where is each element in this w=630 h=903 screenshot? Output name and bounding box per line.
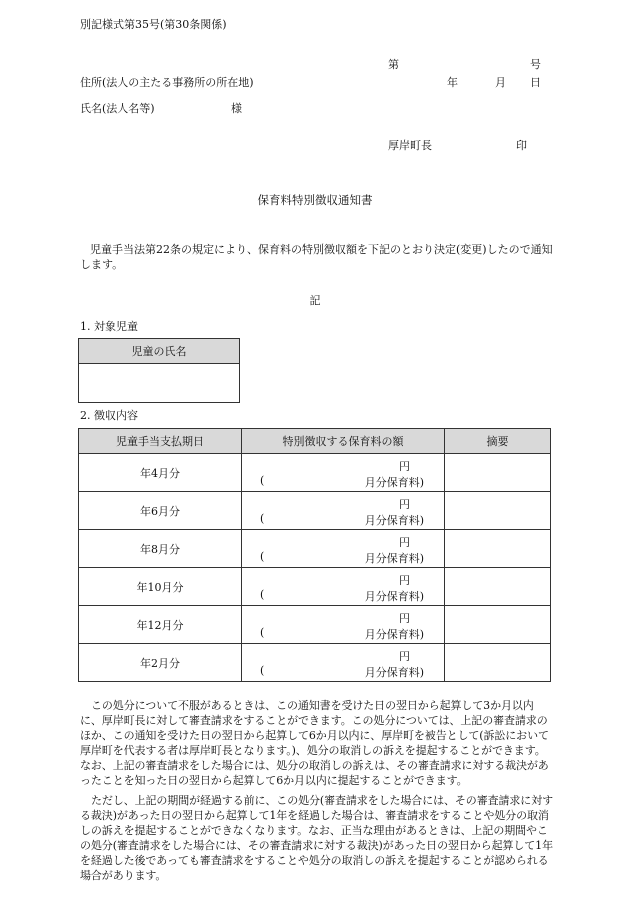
period-cell: 年10月分: [79, 568, 242, 606]
month-fee-label: 月分保育料): [364, 552, 424, 565]
amount-cell[interactable]: [242, 644, 445, 682]
amount-cell[interactable]: [242, 606, 445, 644]
yen-unit: 円: [399, 536, 410, 549]
date-year: 年: [447, 76, 458, 89]
honorific: 様: [231, 102, 242, 115]
note-cell[interactable]: [445, 492, 551, 530]
period-cell: 年6月分: [79, 492, 242, 530]
date-day: 日: [530, 76, 541, 89]
month-fee-label: 月分保育料): [364, 628, 424, 641]
month-fee-label: 月分保育料): [364, 590, 424, 603]
note-cell[interactable]: [445, 568, 551, 606]
section2-heading: 2. 徴収内容: [80, 409, 138, 422]
amount-cell[interactable]: [242, 568, 445, 606]
date-month: 月: [495, 76, 506, 89]
collection-table: [78, 428, 551, 682]
seal-mark: 印: [516, 139, 527, 152]
table-row: [79, 530, 551, 568]
left-paren: (: [260, 626, 265, 639]
yen-unit: 円: [399, 612, 410, 625]
child-name-cell[interactable]: [79, 364, 240, 403]
child-table: [78, 338, 240, 403]
left-paren: (: [260, 664, 265, 677]
yen-unit: 円: [399, 650, 410, 663]
left-paren: (: [260, 588, 265, 601]
period-cell: 年4月分: [79, 454, 242, 492]
child-name-header: 児童の氏名: [79, 339, 240, 364]
table-row: [79, 492, 551, 530]
issuer: 厚岸町長: [388, 139, 432, 152]
yen-unit: 円: [399, 498, 410, 511]
yen-unit: 円: [399, 460, 410, 473]
address-label: 住所(法人の主たる事務所の所在地): [80, 76, 254, 89]
intro-text: 児童手当法第22条の規定により、保育料の特別徴収額を下記のとおり決定(変更)したので通知します。: [80, 243, 553, 271]
form-id: 別記様式第35号(第30条関係): [80, 18, 227, 31]
ki-mark: 記: [309, 294, 321, 307]
name-label: 氏名(法人名等): [80, 102, 155, 115]
yen-unit: 円: [399, 574, 410, 587]
section1-heading: 1. 対象児童: [80, 320, 138, 333]
note-cell[interactable]: [445, 606, 551, 644]
note-header: 摘要: [445, 429, 551, 454]
number-suffix: 号: [530, 58, 541, 71]
document-title: 保育料特別徴収通知書: [257, 193, 373, 207]
period-cell: 年8月分: [79, 530, 242, 568]
month-fee-label: 月分保育料): [364, 514, 424, 527]
notice-paragraph-1: この処分について不服があるときは、この通知書を受けた日の翌日から起算して3か月以内に、厚岸町長に対して審査請求をすることができます。この処分については、上記の審査請求のほか、この通知を受けた日の翌日から起算して6か月以内に、厚岸町を被告として(訴訟において厚岸町を代表する者は厚岸町長となります。)、処分の取消しの訴えを提起することができます。なお、上記の審査請求をした場合には、処分の取消しの訴えは、その審査請求に対する裁決があったことを知った日の翌日から起算して6か月以内に提起することができます。: [80, 699, 549, 787]
month-fee-label: 月分保育料): [364, 476, 424, 489]
left-paren: (: [260, 512, 265, 525]
month-fee-label: 月分保育料): [364, 666, 424, 679]
table-row: [79, 644, 551, 682]
amount-header: 特別徴収する保育料の額: [242, 429, 445, 454]
note-cell[interactable]: [445, 530, 551, 568]
note-cell[interactable]: [445, 454, 551, 492]
table-row: [79, 606, 551, 644]
table-row: [79, 568, 551, 606]
payment-date-header: 児童手当支払期日: [79, 429, 242, 454]
table-row: [79, 454, 551, 492]
number-prefix: 第: [388, 58, 399, 71]
notice-paragraph-2: ただし、上記の期間が経過する前に、この処分(審査請求をした場合には、その審査請求に対する裁決)があった日の翌日から起算して1年を経過した場合は、審査請求をすることや処分の取消しの訴えを提起することができなくなります。なお、正当な理由があるときは、上記の期間やこの処分(審査請求をした場合には、その審査請求に対する裁決)があった日の翌日から起算して1年を経過した後であっても審査請求をすることや処分の取消しの訴えを提起することが認められる場合があります。: [80, 794, 553, 882]
amount-cell[interactable]: [242, 530, 445, 568]
period-cell: 年2月分: [79, 644, 242, 682]
period-cell: 年12月分: [79, 606, 242, 644]
amount-cell[interactable]: [242, 454, 445, 492]
note-cell[interactable]: [445, 644, 551, 682]
amount-cell[interactable]: [242, 492, 445, 530]
left-paren: (: [260, 474, 265, 487]
left-paren: (: [260, 550, 265, 563]
